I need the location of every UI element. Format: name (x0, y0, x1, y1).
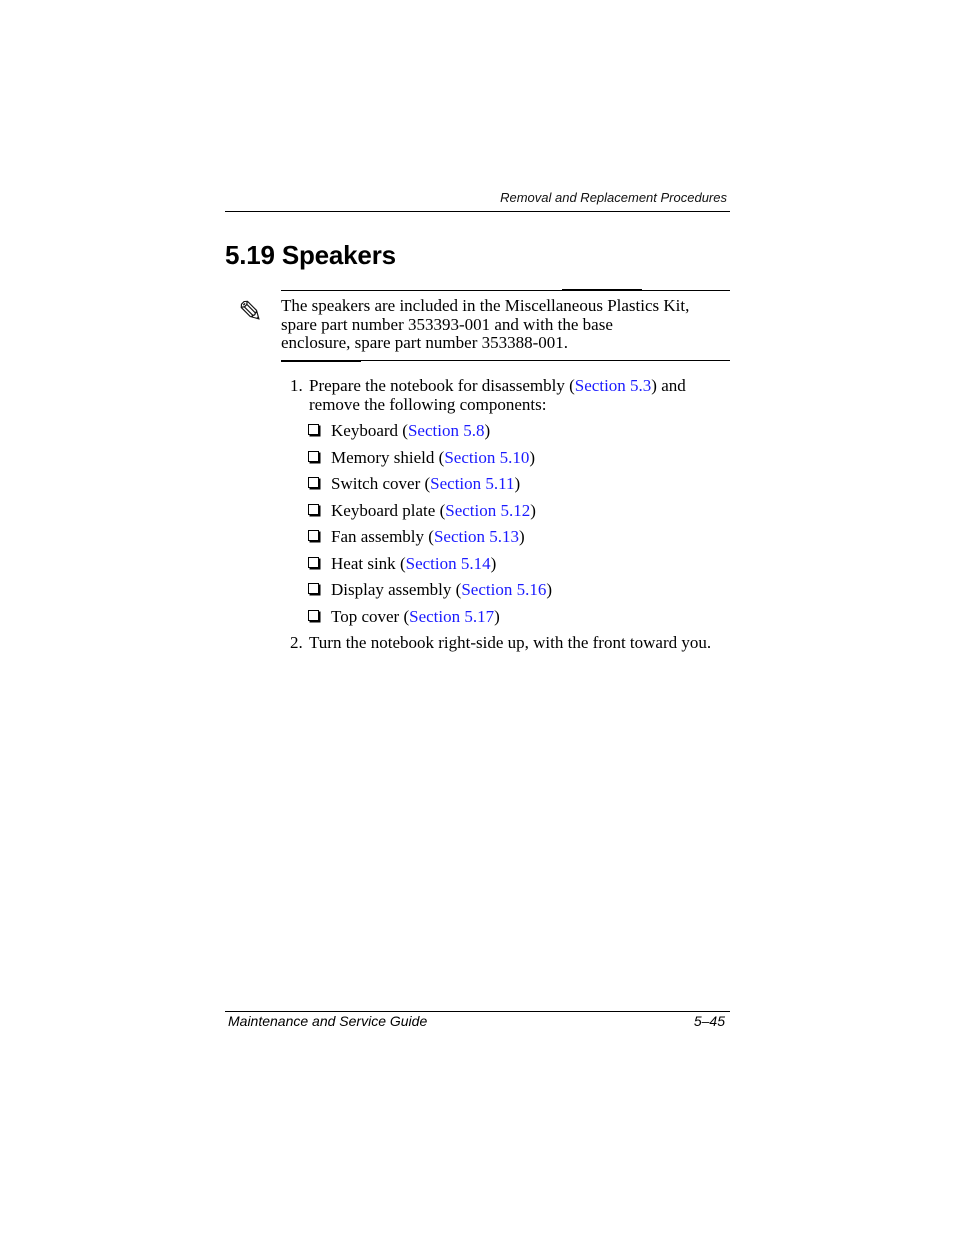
checkbox-bullet-icon (308, 504, 319, 515)
page-number: 5–45 (693, 1013, 725, 1029)
section-link[interactable]: Section 5.8 (407, 421, 485, 440)
component-name: Keyboard (331, 421, 399, 440)
checkbox-bullet-icon (308, 610, 319, 621)
step-text: ) and (651, 376, 686, 395)
section-link[interactable]: Section 5.10 (444, 448, 530, 467)
checklist-item: Switch cover (Section 5.11) (308, 474, 520, 493)
checkbox-bullet-icon (308, 477, 319, 488)
section-title: 5.19 Speakers (225, 240, 396, 270)
checklist-item: Top cover (Section 5.17) (308, 607, 500, 626)
footer-guide-title: Maintenance and Service Guide (228, 1013, 428, 1029)
note-text (281, 297, 721, 353)
note-top-rule-accent (562, 289, 642, 290)
step-number: 2. (290, 633, 303, 652)
checkbox-bullet-icon (308, 451, 319, 462)
component-name: Keyboard plate (331, 501, 436, 520)
checkbox-bullet-icon (308, 557, 319, 568)
component-name: Fan assembly (331, 527, 425, 546)
component-name: Heat sink (331, 554, 396, 573)
checklist-item: Heat sink (Section 5.14) (308, 554, 496, 573)
checkbox-bullet-icon (308, 583, 319, 594)
checkbox-bullet-icon (308, 424, 319, 435)
checklist-item: Keyboard (Section 5.8) (308, 421, 490, 440)
step-text: remove the following components: (309, 395, 547, 414)
note-top-rule (281, 290, 730, 291)
component-name: Memory shield (331, 448, 435, 467)
note-line: enclosure, spare part number 353388-001. (281, 333, 569, 352)
note-line: spare part number 353393-001 and with the base (281, 314, 613, 334)
step-text: Prepare the notebook for disassembly ( (309, 376, 575, 395)
component-name: Display assembly (331, 580, 452, 599)
header-rule (225, 211, 730, 212)
checklist-item: Display assembly (Section 5.16) (308, 580, 552, 599)
section-link[interactable]: Section 5.12 (445, 501, 531, 520)
section-link[interactable]: Section 5.16 (461, 580, 547, 599)
footer-rule (225, 1011, 730, 1012)
component-name: Top cover (331, 607, 400, 626)
checkbox-bullet-icon (308, 530, 319, 541)
section-link[interactable]: Section 5.14 (405, 554, 491, 573)
running-header: Removal and Replacement Procedures (500, 190, 727, 205)
checklist-item: Keyboard plate (Section 5.12) (308, 501, 536, 520)
note-bottom-rule-accent (281, 361, 361, 362)
note-line: The speakers are included in the Miscellaneous Plastics Kit, (281, 296, 690, 315)
step-number: 1. (290, 376, 303, 395)
component-name: Switch cover (331, 474, 421, 493)
pencil-note-icon: ✎ (238, 296, 264, 329)
section-link[interactable]: Section 5.17 (409, 607, 495, 626)
section-link[interactable]: Section 5.11 (430, 474, 515, 493)
section-link[interactable]: Section 5.3 (574, 376, 652, 395)
checklist-item: Memory shield (Section 5.10) (308, 448, 535, 467)
checklist-item: Fan assembly (Section 5.13) (308, 527, 525, 546)
section-link[interactable]: Section 5.13 (433, 527, 519, 546)
step-text: Turn the notebook right-side up, with the front toward you. (309, 633, 712, 652)
